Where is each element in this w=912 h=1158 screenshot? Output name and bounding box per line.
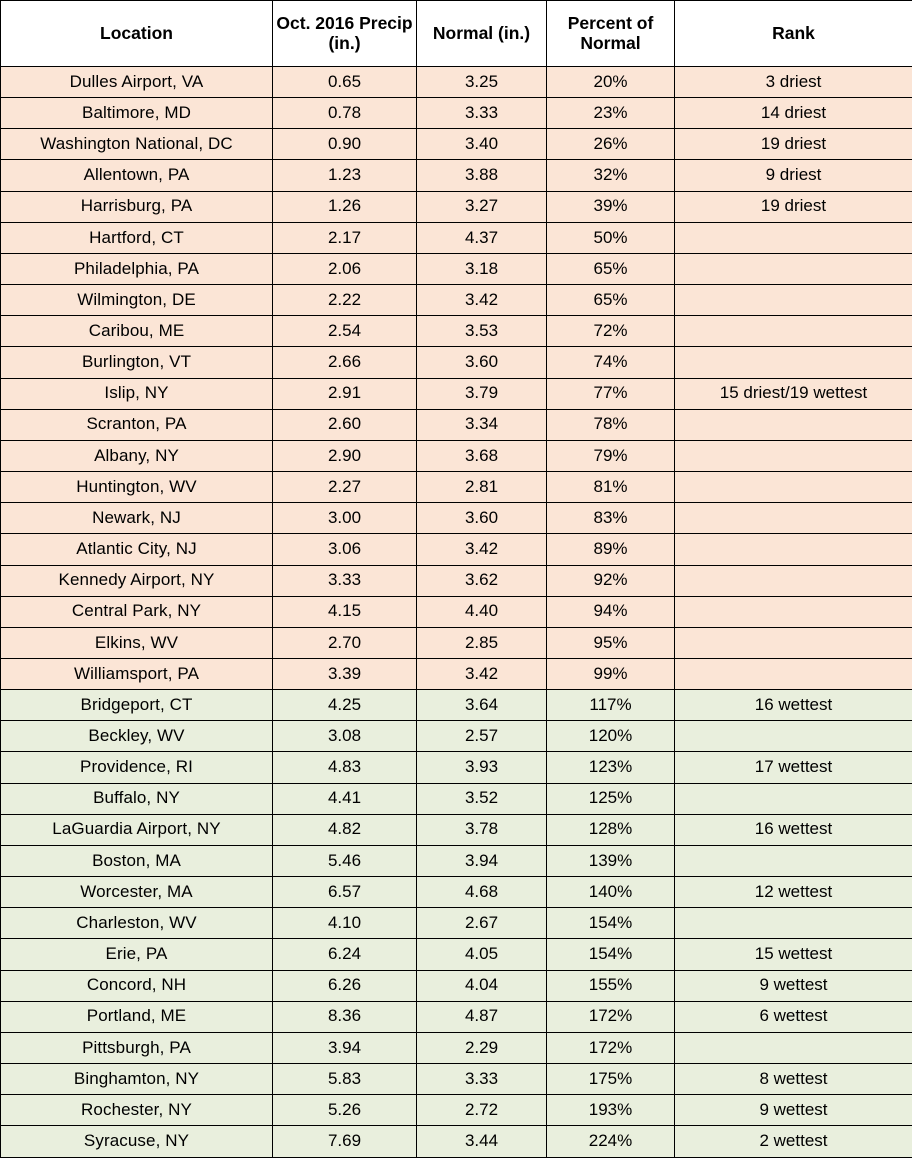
cell-location: Pittsburgh, PA [1, 1032, 273, 1063]
table-row [1, 970, 912, 1001]
column-header-precip: Oct. 2016 Precip (in.) [273, 1, 417, 67]
cell-location: Elkins, WV [1, 627, 273, 658]
cell-percent: 20% [547, 67, 675, 98]
cell-precip: 4.10 [273, 908, 417, 939]
cell-percent: 172% [547, 1001, 675, 1032]
cell-location: LaGuardia Airport, NY [1, 814, 273, 845]
cell-percent: 65% [547, 285, 675, 316]
table-row [1, 316, 912, 347]
cell-percent: 154% [547, 939, 675, 970]
cell-normal: 3.62 [417, 565, 547, 596]
cell-normal: 3.88 [417, 160, 547, 191]
cell-percent: 92% [547, 565, 675, 596]
cell-rank [675, 1032, 912, 1063]
cell-rank: 16 wettest [675, 690, 912, 721]
cell-location: Harrisburg, PA [1, 191, 273, 222]
cell-location: Providence, RI [1, 752, 273, 783]
cell-normal: 2.72 [417, 1095, 547, 1126]
cell-rank: 19 driest [675, 191, 912, 222]
cell-percent: 39% [547, 191, 675, 222]
cell-location: Kennedy Airport, NY [1, 565, 273, 596]
cell-rank [675, 534, 912, 565]
table-row [1, 191, 912, 222]
cell-percent: 128% [547, 814, 675, 845]
cell-precip: 2.54 [273, 316, 417, 347]
cell-percent: 155% [547, 970, 675, 1001]
cell-precip: 5.46 [273, 845, 417, 876]
cell-percent: 123% [547, 752, 675, 783]
cell-precip: 2.90 [273, 440, 417, 471]
table-row [1, 783, 912, 814]
cell-rank: 8 wettest [675, 1064, 912, 1095]
cell-normal: 3.78 [417, 814, 547, 845]
cell-location: Boston, MA [1, 845, 273, 876]
table-row [1, 627, 912, 658]
cell-normal: 2.29 [417, 1032, 547, 1063]
table-row [1, 253, 912, 284]
cell-percent: 77% [547, 378, 675, 409]
cell-precip: 4.83 [273, 752, 417, 783]
cell-percent: 23% [547, 98, 675, 129]
cell-rank: 15 wettest [675, 939, 912, 970]
table-row [1, 98, 912, 129]
cell-normal: 3.42 [417, 658, 547, 689]
table-row [1, 752, 912, 783]
cell-location: Caribou, ME [1, 316, 273, 347]
table-row [1, 347, 912, 378]
cell-normal: 4.04 [417, 970, 547, 1001]
cell-percent: 72% [547, 316, 675, 347]
table-header [1, 1, 912, 67]
cell-rank: 6 wettest [675, 1001, 912, 1032]
cell-normal: 4.40 [417, 596, 547, 627]
cell-precip: 6.24 [273, 939, 417, 970]
column-header-rank: Rank [675, 1, 912, 67]
cell-normal: 3.53 [417, 316, 547, 347]
table-row [1, 472, 912, 503]
cell-normal: 3.94 [417, 845, 547, 876]
cell-rank [675, 472, 912, 503]
cell-normal: 3.79 [417, 378, 547, 409]
table-row [1, 877, 912, 908]
cell-rank [675, 222, 912, 253]
cell-location: Central Park, NY [1, 596, 273, 627]
cell-precip: 2.17 [273, 222, 417, 253]
cell-percent: 26% [547, 129, 675, 160]
cell-percent: 117% [547, 690, 675, 721]
cell-location: Binghamton, NY [1, 1064, 273, 1095]
table-row [1, 440, 912, 471]
cell-precip: 1.26 [273, 191, 417, 222]
cell-location: Burlington, VT [1, 347, 273, 378]
cell-precip: 6.57 [273, 877, 417, 908]
cell-normal: 3.52 [417, 783, 547, 814]
cell-precip: 4.25 [273, 690, 417, 721]
cell-precip: 0.78 [273, 98, 417, 129]
cell-normal: 3.42 [417, 285, 547, 316]
cell-location: Washington National, DC [1, 129, 273, 160]
cell-rank [675, 721, 912, 752]
table-row [1, 409, 912, 440]
cell-rank [675, 627, 912, 658]
cell-normal: 3.42 [417, 534, 547, 565]
cell-normal: 4.37 [417, 222, 547, 253]
cell-precip: 3.06 [273, 534, 417, 565]
cell-location: Williamsport, PA [1, 658, 273, 689]
cell-location: Rochester, NY [1, 1095, 273, 1126]
cell-precip: 2.60 [273, 409, 417, 440]
cell-rank [675, 845, 912, 876]
cell-normal: 3.33 [417, 98, 547, 129]
cell-location: Concord, NH [1, 970, 273, 1001]
cell-location: Wilmington, DE [1, 285, 273, 316]
cell-rank [675, 783, 912, 814]
table-row [1, 1064, 912, 1095]
table-row [1, 285, 912, 316]
cell-precip: 2.06 [273, 253, 417, 284]
cell-location: Islip, NY [1, 378, 273, 409]
cell-precip: 8.36 [273, 1001, 417, 1032]
cell-percent: 32% [547, 160, 675, 191]
table-row [1, 939, 912, 970]
cell-normal: 3.33 [417, 1064, 547, 1095]
cell-normal: 3.27 [417, 191, 547, 222]
cell-percent: 99% [547, 658, 675, 689]
cell-percent: 120% [547, 721, 675, 752]
table-row [1, 814, 912, 845]
cell-percent: 224% [547, 1126, 675, 1158]
cell-normal: 3.60 [417, 503, 547, 534]
cell-location: Syracuse, NY [1, 1126, 273, 1158]
cell-location: Buffalo, NY [1, 783, 273, 814]
cell-percent: 79% [547, 440, 675, 471]
cell-rank [675, 596, 912, 627]
table-row [1, 378, 912, 409]
cell-rank [675, 503, 912, 534]
cell-precip: 2.91 [273, 378, 417, 409]
cell-percent: 95% [547, 627, 675, 658]
cell-normal: 2.67 [417, 908, 547, 939]
cell-precip: 2.70 [273, 627, 417, 658]
cell-rank: 19 driest [675, 129, 912, 160]
cell-rank [675, 440, 912, 471]
table-row [1, 908, 912, 939]
cell-rank: 9 wettest [675, 970, 912, 1001]
column-header-normal: Normal (in.) [417, 1, 547, 67]
cell-precip: 6.26 [273, 970, 417, 1001]
cell-location: Huntington, WV [1, 472, 273, 503]
table-row [1, 129, 912, 160]
cell-precip: 3.08 [273, 721, 417, 752]
cell-location: Erie, PA [1, 939, 273, 970]
cell-normal: 4.87 [417, 1001, 547, 1032]
cell-rank: 3 driest [675, 67, 912, 98]
cell-rank [675, 253, 912, 284]
cell-location: Philadelphia, PA [1, 253, 273, 284]
cell-precip: 2.27 [273, 472, 417, 503]
cell-normal: 4.05 [417, 939, 547, 970]
cell-precip: 4.41 [273, 783, 417, 814]
cell-percent: 81% [547, 472, 675, 503]
table-row [1, 690, 912, 721]
cell-location: Beckley, WV [1, 721, 273, 752]
table-row [1, 222, 912, 253]
table-row [1, 721, 912, 752]
cell-rank: 9 driest [675, 160, 912, 191]
cell-percent: 78% [547, 409, 675, 440]
cell-normal: 3.64 [417, 690, 547, 721]
cell-normal: 3.93 [417, 752, 547, 783]
cell-precip: 0.90 [273, 129, 417, 160]
cell-normal: 3.60 [417, 347, 547, 378]
cell-rank: 12 wettest [675, 877, 912, 908]
table-row [1, 503, 912, 534]
cell-precip: 2.22 [273, 285, 417, 316]
cell-precip: 3.39 [273, 658, 417, 689]
cell-precip: 1.23 [273, 160, 417, 191]
cell-normal: 2.57 [417, 721, 547, 752]
table-row [1, 1001, 912, 1032]
table-row [1, 67, 912, 98]
cell-rank: 2 wettest [675, 1126, 912, 1158]
cell-percent: 89% [547, 534, 675, 565]
cell-precip: 2.66 [273, 347, 417, 378]
cell-precip: 3.33 [273, 565, 417, 596]
cell-normal: 2.85 [417, 627, 547, 658]
table-header-row [1, 1, 912, 67]
cell-rank [675, 347, 912, 378]
cell-precip: 4.15 [273, 596, 417, 627]
cell-normal: 4.68 [417, 877, 547, 908]
cell-normal: 2.81 [417, 472, 547, 503]
cell-rank: 17 wettest [675, 752, 912, 783]
table-row [1, 1032, 912, 1063]
cell-rank: 15 driest/19 wettest [675, 378, 912, 409]
cell-percent: 50% [547, 222, 675, 253]
cell-rank [675, 908, 912, 939]
cell-precip: 0.65 [273, 67, 417, 98]
table-row [1, 596, 912, 627]
cell-rank [675, 658, 912, 689]
cell-percent: 65% [547, 253, 675, 284]
cell-percent: 154% [547, 908, 675, 939]
table-row [1, 534, 912, 565]
cell-percent: 83% [547, 503, 675, 534]
cell-normal: 3.40 [417, 129, 547, 160]
cell-normal: 3.44 [417, 1126, 547, 1158]
cell-rank [675, 409, 912, 440]
cell-location: Charleston, WV [1, 908, 273, 939]
cell-location: Scranton, PA [1, 409, 273, 440]
cell-percent: 193% [547, 1095, 675, 1126]
cell-precip: 5.26 [273, 1095, 417, 1126]
table-body [1, 67, 912, 1158]
cell-location: Dulles Airport, VA [1, 67, 273, 98]
table-row [1, 160, 912, 191]
cell-precip: 5.83 [273, 1064, 417, 1095]
cell-normal: 3.25 [417, 67, 547, 98]
cell-percent: 140% [547, 877, 675, 908]
table-row [1, 565, 912, 596]
cell-precip: 3.94 [273, 1032, 417, 1063]
cell-rank [675, 565, 912, 596]
cell-percent: 139% [547, 845, 675, 876]
cell-rank [675, 316, 912, 347]
column-header-percent: Percent of Normal [547, 1, 675, 67]
cell-percent: 175% [547, 1064, 675, 1095]
cell-location: Allentown, PA [1, 160, 273, 191]
cell-normal: 3.68 [417, 440, 547, 471]
cell-location: Hartford, CT [1, 222, 273, 253]
cell-percent: 74% [547, 347, 675, 378]
cell-precip: 4.82 [273, 814, 417, 845]
column-header-location: Location [1, 1, 273, 67]
table-row [1, 1126, 912, 1158]
cell-rank: 9 wettest [675, 1095, 912, 1126]
cell-percent: 172% [547, 1032, 675, 1063]
cell-location: Bridgeport, CT [1, 690, 273, 721]
table-row [1, 1095, 912, 1126]
cell-rank: 16 wettest [675, 814, 912, 845]
cell-precip: 7.69 [273, 1126, 417, 1158]
cell-percent: 94% [547, 596, 675, 627]
table-row [1, 845, 912, 876]
cell-precip: 3.00 [273, 503, 417, 534]
cell-location: Albany, NY [1, 440, 273, 471]
cell-location: Newark, NJ [1, 503, 273, 534]
cell-rank [675, 285, 912, 316]
cell-location: Baltimore, MD [1, 98, 273, 129]
cell-normal: 3.34 [417, 409, 547, 440]
cell-normal: 3.18 [417, 253, 547, 284]
cell-percent: 125% [547, 783, 675, 814]
cell-location: Atlantic City, NJ [1, 534, 273, 565]
cell-rank: 14 driest [675, 98, 912, 129]
cell-location: Portland, ME [1, 1001, 273, 1032]
cell-location: Worcester, MA [1, 877, 273, 908]
table-row [1, 658, 912, 689]
